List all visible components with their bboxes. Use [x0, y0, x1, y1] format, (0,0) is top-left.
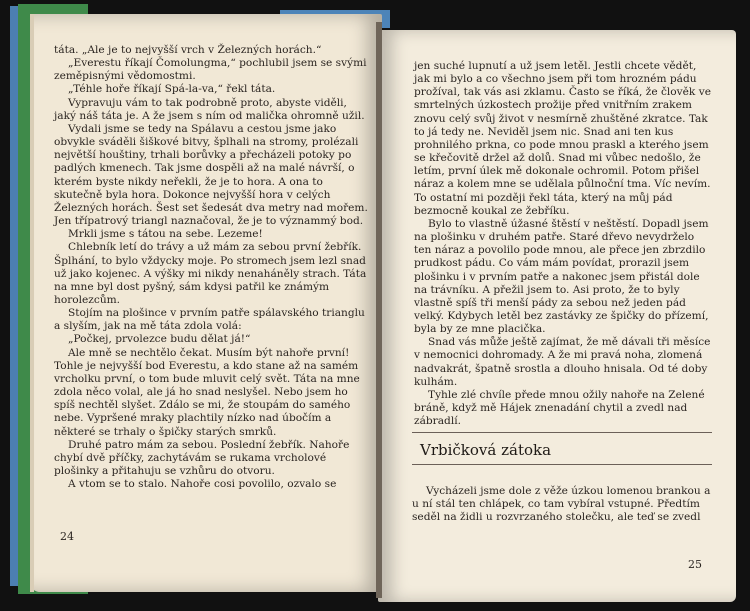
chapter-rule-top — [412, 432, 712, 433]
page-number-right: 25 — [688, 558, 702, 571]
paragraph: Vydali jsme se tedy na Spálavu a cestou jsme jako obvykle sváděli šiškové bitvy, šplhali na stromy, prolézali největší houštiny, trhali borůvky a přecházeli potoky po padlých kmenech. Tak jsme dospěli až na malé návrší, o kterém byste nikdy neřekli, že je to hora. A ona to skutečně byla hora. Dokonce nejvyšší hora v celých Železných horách. Šest set šedesát dva metry nad mořem. Jen třípatrový triangl naznačoval, že je to význammý bod. — [54, 122, 368, 228]
paragraph: Stojím na plošince v prvním patře spálavského trianglu a slyším, jak na mě táta zdola volá: — [54, 307, 365, 333]
chapter-text — [412, 485, 712, 524]
paragraph: táta. „Ale je to nejvyšší vrch v Železných horách.“ — [54, 44, 322, 56]
book-gutter — [376, 22, 382, 598]
paragraph: A vtom se to stalo. Nahoře cosi povolilo, ozvalo se — [68, 478, 337, 491]
paragraph: Mrkli jsme s tátou na sebe. Lezeme! — [68, 228, 263, 241]
chapter-rule-bottom — [412, 464, 712, 465]
paragraph: „Téhle hoře říkají Spá-la-va,“ řekl táta. — [68, 83, 276, 96]
paragraph: Vypravuju vám to tak podrobně proto, abyste viděli, jaký náš táta je. A že jsem s ním od malička ohromně užil. — [54, 96, 365, 122]
paragraph: Bylo to vlastně úžasné štěstí v neštěstí. Dopadl jsem na plošinku v druhém patře. Staré dřevo nevydrželo ten náraz a povolilo pode mnou, ale přece jen zbrzdilo prudkost pádu. Co vám mám povídat, prorazil jsem plošinku i v prvním patře a nakonec jsem přistál dole na trávníku. A přežil jsem to. Asi proto, že to byly vlastně spíš tři menší pády za sebou než jeden pád velký. Kdybych letěl bez zastávky ze špičky do přízemí, byla by ze mne placička. — [414, 217, 709, 336]
page-number-left: 24 — [60, 530, 74, 543]
left-page-text — [54, 44, 372, 491]
paragraph: Snad vás může ještě zajímat, že mě dávali tři měsíce v nemocnici dohromady. A že mi pravá noha, zlomená nadvakrát, špatně srostla a dlouho hnisala. Od té doby kulhám. — [414, 336, 711, 388]
paragraph: Druhé patro mám za sebou. Poslední žebřík. Nahoře chybí dvě příčky, zachytávám se rukama vrcholové plošinky a přitahuju se vzhůru do otvoru. — [54, 438, 350, 477]
paragraph: „Počkej, prvolezce budu dělat já!“ — [68, 333, 251, 346]
paragraph: „Everestu říkají Čomolungma,“ pochlubil jsem se svými zeměpisnými vědomostmi. — [54, 57, 367, 83]
chapter-title: Vrbičková zátoka — [420, 441, 552, 459]
left-page-edge — [30, 14, 34, 592]
paragraph: jen suché lupnutí a už jsem letěl. Jestli chcete vědět, jak mi bylo a co všechno jsem při tom hrozném pádu prožíval, tak vás asi zklamu. Často se říká, že člověk ve smrtelných úzkostech prožije před vnitřním zrakem znovu celý svůj život v nesmírně zhuštěné zkratce. Tak to já tedy ne. Neviděl jsem nic. Snad ani ten kus prohnilého prkna, co pode mnou praskl a kterého jsem se křečovitě držel až dolů. Snad mi vůbec nedošlo, že letím, první úlek mě dokonale ochromil. Potom přišel náraz a kolem mne se udělala půlnoční tma. Víc nevím. To ostatní mi později řekl táta, který na můj pád bezmocně koukal ze žebříku. — [414, 60, 711, 217]
paragraph: Chlebník letí do trávy a už mám za sebou první žebřík. Šplhání, to bylo vždycky moje. Po stromech jsem lezl snad už jako kojenec. A výšky mi nikdy nenaháněly strach. Táta na mne byl dost pyšný, sám kdysi patřil ke známým horolezcům. — [54, 241, 367, 306]
right-page-text — [414, 60, 714, 428]
paragraph: Ale mně se nechtělo čekat. Musím být nahoře první! Tohle je nejvyšší bod Everestu, a kdo stane až na samém vrcholku první, o tom bude mluvit celý svět. Táta na mne zdola něco volal, ale já ho snad neslyšel. Nebo jsem ho spíš nechtěl slyšet. Zdálo se mi, že stoupám do samého nebe. Vypršené mraky plachtily nízko nad úbočím a některé se trhaly o špičky starých smrků. — [54, 346, 360, 438]
paragraph: Vycházeli jsme dole z věže úzkou lomenou brankou a u ní stál ten chlápek, co tam vybíral vstupné. Předtím seděl na židli u rozvrzaného stolečku, ale teď se zvedl — [412, 485, 711, 524]
paragraph: Tyhle zlé chvíle přede mnou ožily nahoře na Zelené bráně, když mě Hájek znenadání chytil a zvedl nad zábradlí. — [414, 388, 705, 428]
